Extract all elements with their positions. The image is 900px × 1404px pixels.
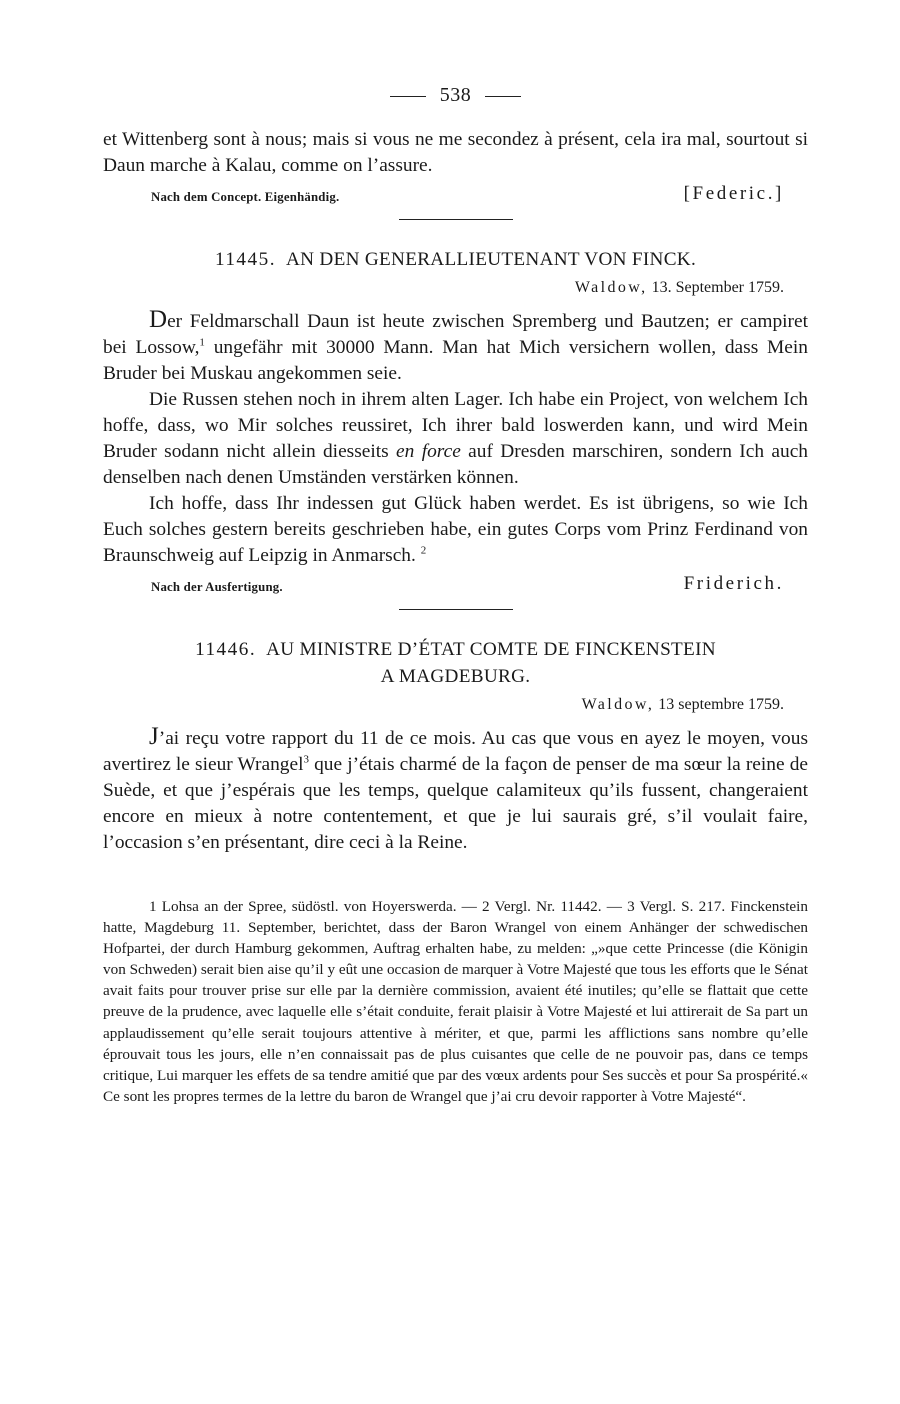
letter-heading — [103, 636, 808, 690]
continuation-paragraph: et Wittenberg sont à nous; mais si vous ne me secondez à présent, cela ira mal, sourtout si Daun marche à Kalau, comme on l’assure. — [103, 129, 808, 176]
italic-phrase: en force — [396, 441, 461, 462]
paragraph-text: ungefähr mit 30000 Mann. Man hat Mich versichern wollen, dass Mein Bruder bei Muskau angekommen seie. — [103, 337, 808, 384]
footnotes — [103, 896, 808, 1107]
paragraph-text: ’ai reçu votre rapport du 11 de ce mois. Au cas que vous en ayez le moyen, vous avertirez le sieur Wrangel — [103, 728, 808, 775]
footnote-ref: 1 — [199, 336, 205, 349]
header-dash-left — [390, 96, 426, 97]
footnote-ref: 3 — [303, 753, 309, 766]
paragraph-text: Ich hoffe, dass Ihr indessen gut Glück haben werdet. Es ist übrigens, so wie Ich Euch solches gestern bereits geschrieben habe, ein gutes Corps vom Prinz Ferdinand von Braunschweig auf Leipzig in Anmarsch. — [103, 493, 808, 566]
letter-addressee: AN DEN GENERALLIEUTENANT VON FINCK. — [286, 249, 697, 270]
page-header — [103, 84, 808, 107]
initial-letter: J — [149, 723, 159, 750]
footnote-ref: 2 — [420, 544, 427, 557]
page-number: 538 — [439, 84, 472, 106]
continuation-block — [103, 127, 808, 179]
paragraph-text: auf Dresden marschiren, sondern Ich auch denselben nach denen Umständen verstärken können. — [103, 441, 808, 488]
letter-addressee: AU MINISTRE D’ÉTAT COMTE DE FINCKENSTEIN — [266, 639, 716, 660]
continuation-source-line — [103, 179, 808, 209]
section-divider — [399, 609, 513, 610]
header-dash-right — [485, 96, 521, 97]
letter-number: 11445. — [214, 249, 277, 270]
dateline-place: Waldow, — [581, 696, 655, 713]
dateline — [103, 279, 784, 297]
letter-paragraph — [103, 491, 808, 569]
dateline-date: 13 septembre 1759. — [658, 696, 784, 713]
letter-paragraph — [103, 387, 808, 491]
initial-letter: D — [149, 306, 168, 333]
footnote-text: 1 Lohsa an der Spree, südöstl. von Hoyerswerda. — 2 Vergl. Nr. 11442. — 3 Vergl. S. 217. Finckenstein hatte, Magdeburg 11. September, berichtet, dass der Baron Wrangel von einem Anhänger der schwedischen Hofpartei, der durch Hamburg gekommen, Auftrag erhalten habe, zu melden: „»que cette Princesse (die Königin von Schweden) serait bien aise qu’il y eût une occasion de marquer à Votre Majesté que tous les efforts que le Sénat avait faits pour trouver prise sur elle par la dernière commission, avaient été inutiles; qu’elle se flattait que cette preuve de la prudence, avec laquelle elle s’était conduite, ferait plaisir à Votre Majesté et lui attirerait de Sa part un applaudissement qu’elle serait toujours attentive à mériter, et que, parmi les afflictions sans nombre qu’elle éprouvait tous les jours, elle n’en connaissait pas de plus cuisantes que celle de ne pouvoir pas, dans ce temps critique, Lui marquer les effets de sa tendre amitié que par des vœux ardents pour Ses succès et pour Sa prospérité.« Ce sont les propres termes de la lettre du baron de Wrangel que j’ai cru devoir rapporter à Votre Majesté“. — [103, 898, 808, 1105]
letter-paragraph — [103, 724, 808, 856]
paragraph-text: que j’étais charmé de la façon de penser de ma sœur la reine de Suède, et que j’espérais que les temps, quelque calamiteux qu’ils fussent, changeraient encore en mieux à notre contentement, et que je lui saurais gré, s’il voulait faire, l’occasion s’en présentant, dire ceci à la Reine. — [103, 754, 808, 853]
source-note: Nach der Ausfertigung. — [151, 580, 283, 594]
book-page — [103, 84, 808, 1107]
source-note: Nach dem Concept. Eigenhändig. — [151, 190, 340, 204]
signature: Friderich. — [683, 573, 784, 594]
letter-number: 11446. — [195, 639, 257, 660]
letter-body — [103, 307, 808, 569]
dateline-date: 13. September 1759. — [651, 279, 784, 296]
section-divider — [399, 219, 513, 220]
letter-heading-line — [103, 636, 808, 663]
letter-paragraph — [103, 307, 808, 387]
letter-body — [103, 724, 808, 856]
letter-source-line — [103, 569, 808, 599]
letter-heading-line: A MAGDEBURG. — [380, 666, 531, 687]
paragraph-text: Die Russen stehen noch in ihrem alten Lager. Ich habe ein Project, von welchem Ich hoffe, dass, wo Mir solches reussiret, Ich ihrer bald loswerden kann, und wird Mein Bruder sodann nicht allein diesseits — [103, 389, 808, 462]
signature: [Federic.] — [683, 183, 784, 204]
dateline — [103, 696, 784, 714]
paragraph-text: er Feldmarschall Daun ist heute zwischen Spremberg und Bautzen; er campiret bei Lossow, — [103, 311, 808, 358]
dateline-place: Waldow, — [574, 279, 648, 296]
letter-heading — [103, 246, 808, 273]
